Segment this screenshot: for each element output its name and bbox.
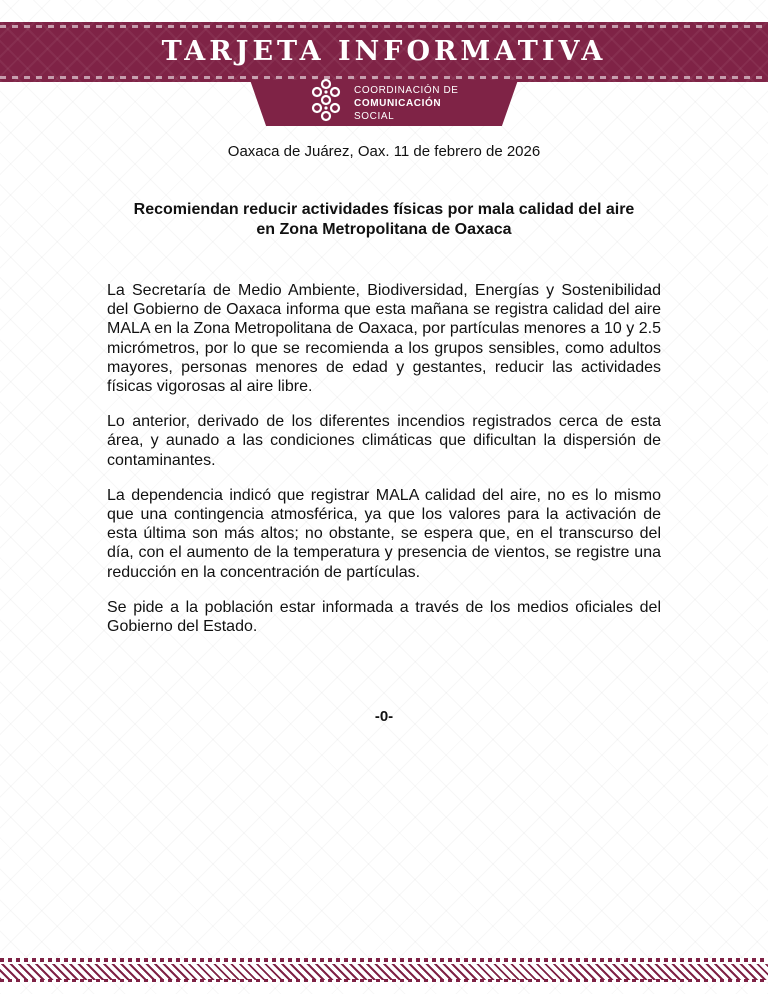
- logo-line-2: COMUNICACIÓN: [354, 98, 442, 109]
- dateline: Oaxaca de Juárez, Oax. 11 de febrero de 2026: [227, 143, 541, 160]
- paragraph-1: La Secretaría de Medio Ambiente, Biodiversidad, Energías y Sostenibilidad del Gobierno de Oaxaca informa que esta mañana se registra calidad del aire MALA en la Zona Metropolitana de Oaxaca, por partículas menores a 10 y 2.5 micrómetros, por lo que se recomienda a los grupos sensibles, como adultos mayores, personas menores de edad y gestantes, reducir las actividades físicas vigorosas al aire libre.: [107, 282, 661, 396]
- paragraph-3: La dependencia indicó que registrar MALA calidad del aire, no es lo mismo que una contingencia atmosférica, ya que los valores para la activación de esta última son más altos; no obstante, se espera que, en el transcurso del día, con el aumento de la temperatura y presencia de vientos, se registre una reducción en la concentración de partículas.: [107, 486, 661, 581]
- headline: [96, 200, 672, 240]
- logo-text: [354, 84, 459, 123]
- paragraph-2: Lo anterior, derivado de los diferentes incendios registrados cerca de esta área, y aunado a las condiciones climáticas que dificultan la dispersión de contaminantes.: [107, 413, 661, 469]
- headline-line-2: en Zona Metropolitana de Oaxaca: [256, 221, 512, 238]
- logo-line-1: COORDINACIÓN DE: [354, 85, 459, 96]
- closing-mark: -0-: [374, 708, 394, 725]
- paragraph-4: Se pide a la población estar informada a través de los medios oficiales del Gobierno del Estado.: [107, 598, 661, 636]
- headline-line-1: Recomiendan reducir actividades físicas por mala calidad del aire: [133, 201, 635, 218]
- logo-line-3: SOCIAL: [354, 111, 395, 122]
- body-text: [107, 281, 661, 652]
- coordination-logo-icon: [308, 78, 344, 122]
- page-header: [0, 0, 768, 130]
- header-border-top: [0, 25, 768, 28]
- header-border-bottom: [0, 76, 768, 79]
- document-title: TARJETA INFORMATIVA: [161, 36, 607, 67]
- footer-border-pattern: [0, 958, 768, 982]
